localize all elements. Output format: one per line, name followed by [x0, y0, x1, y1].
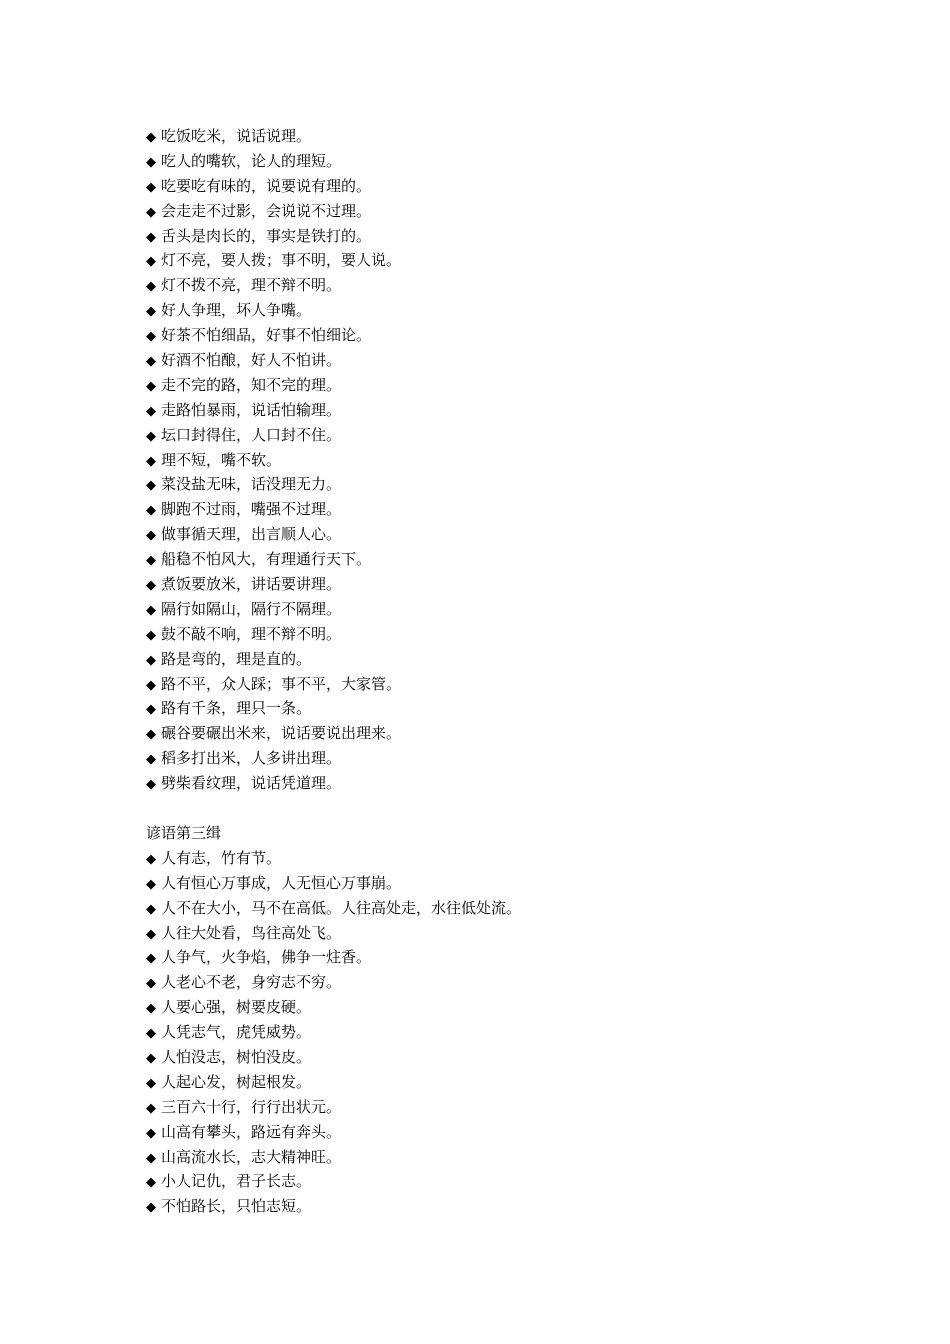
section-heading: 谚语第三缉 — [146, 823, 222, 842]
proverb-item — [146, 1020, 906, 1045]
proverb-text: 走路怕暴雨，说话怕输理。 — [161, 400, 342, 419]
proverb-text: 不怕路长，只怕志短。 — [161, 1197, 312, 1216]
proverb-text: 菜没盐无味，话没理无力。 — [161, 475, 342, 494]
proverb-text: 人老心不老，身穷志不穷。 — [161, 973, 342, 992]
diamond-bullet-icon: ◆ — [146, 1200, 156, 1216]
proverb-item — [146, 323, 906, 348]
diamond-bullet-icon: ◆ — [146, 1150, 156, 1166]
proverb-text: 山高有攀头，路远有奔头。 — [161, 1122, 342, 1141]
diamond-bullet-icon: ◆ — [146, 578, 156, 594]
diamond-bullet-icon: ◆ — [146, 752, 156, 768]
diamond-bullet-icon: ◆ — [146, 627, 156, 643]
proverb-text: 灯不拨不亮，理不辩不明。 — [161, 276, 342, 295]
proverb-item — [146, 472, 906, 497]
diamond-bullet-icon: ◆ — [146, 727, 156, 743]
diamond-bullet-icon: ◆ — [146, 229, 156, 245]
proverb-text: 山高流水长，志大精神旺。 — [161, 1147, 342, 1166]
proverb-item — [146, 423, 906, 448]
diamond-bullet-icon: ◆ — [146, 1100, 156, 1116]
proverb-item — [146, 398, 906, 423]
diamond-bullet-icon: ◆ — [146, 1001, 156, 1017]
diamond-bullet-icon: ◆ — [146, 777, 156, 793]
proverb-text: 人往大处看，鸟往高处飞。 — [161, 923, 342, 942]
proverb-text: 吃人的嘴软，论人的理短。 — [161, 151, 342, 170]
proverb-item — [146, 497, 906, 522]
diamond-bullet-icon: ◆ — [146, 378, 156, 394]
proverb-text: 人怕没志，树怕没皮。 — [161, 1047, 312, 1066]
proverb-text: 好茶不怕细品，好事不怕细论。 — [161, 326, 372, 345]
diamond-bullet-icon: ◆ — [146, 478, 156, 494]
proverb-text: 劈柴看纹理，说话凭道理。 — [161, 774, 342, 793]
proverb-item — [146, 995, 906, 1020]
proverb-item — [146, 174, 906, 199]
diamond-bullet-icon: ◆ — [146, 528, 156, 544]
proverb-item — [146, 1169, 906, 1194]
paragraph-gap — [146, 796, 906, 821]
diamond-bullet-icon: ◆ — [146, 453, 156, 469]
proverb-text: 人起心发，树起根发。 — [161, 1072, 312, 1091]
proverb-item — [146, 572, 906, 597]
proverb-item — [146, 199, 906, 224]
proverb-item — [146, 945, 906, 970]
diamond-bullet-icon: ◆ — [146, 254, 156, 270]
diamond-bullet-icon: ◆ — [146, 279, 156, 295]
diamond-bullet-icon: ◆ — [146, 702, 156, 718]
proverb-list-2 — [146, 846, 906, 1219]
proverb-item — [146, 970, 906, 995]
proverb-text: 吃要吃有味的，说要说有理的。 — [161, 176, 372, 195]
proverb-item — [146, 721, 906, 746]
proverb-text: 煮饭要放米，讲话要讲理。 — [161, 575, 342, 594]
proverb-text: 好人争理，坏人争嘴。 — [161, 301, 312, 320]
diamond-bullet-icon: ◆ — [146, 154, 156, 170]
diamond-bullet-icon: ◆ — [146, 428, 156, 444]
diamond-bullet-icon: ◆ — [146, 652, 156, 668]
proverb-item — [146, 1045, 906, 1070]
diamond-bullet-icon: ◆ — [146, 1175, 156, 1191]
proverb-item — [146, 622, 906, 647]
proverb-item — [146, 1194, 906, 1219]
proverb-item — [146, 647, 906, 672]
proverb-text: 人有恒心万事成，人无恒心万事崩。 — [161, 873, 402, 892]
proverb-item — [146, 547, 906, 572]
proverb-text: 舌头是肉长的，事实是铁打的。 — [161, 226, 372, 245]
proverb-text: 人争气，火争焰，佛争一炷香。 — [161, 948, 372, 967]
diamond-bullet-icon: ◆ — [146, 553, 156, 569]
proverb-text: 好酒不怕酿，好人不怕讲。 — [161, 351, 342, 370]
proverb-text: 会走走不过影，会说说不过理。 — [161, 201, 372, 220]
diamond-bullet-icon: ◆ — [146, 1026, 156, 1042]
proverb-text: 坛口封得住，人口封不住。 — [161, 425, 342, 444]
proverb-text: 船稳不怕风大，有理通行天下。 — [161, 550, 372, 569]
proverb-text: 走不完的路，知不完的理。 — [161, 375, 342, 394]
proverb-item — [146, 597, 906, 622]
proverb-text: 稻多打出米，人多讲出理。 — [161, 749, 342, 768]
diamond-bullet-icon: ◆ — [146, 304, 156, 320]
proverb-text: 理不短，嘴不软。 — [161, 450, 282, 469]
proverb-item — [146, 273, 906, 298]
proverb-item — [146, 846, 906, 871]
proverb-item — [146, 1070, 906, 1095]
proverb-item — [146, 1095, 906, 1120]
proverb-text: 碾谷要碾出米来，说话要说出理来。 — [161, 724, 402, 743]
proverb-item — [146, 1120, 906, 1145]
diamond-bullet-icon: ◆ — [146, 204, 156, 220]
diamond-bullet-icon: ◆ — [146, 1050, 156, 1066]
proverb-text: 路是弯的，理是直的。 — [161, 649, 312, 668]
diamond-bullet-icon: ◆ — [146, 926, 156, 942]
proverb-item — [146, 124, 906, 149]
proverb-text: 路不平，众人踩；事不平，大家管。 — [161, 674, 402, 693]
proverb-text: 三百六十行，行行出状元。 — [161, 1097, 342, 1116]
proverb-item — [146, 771, 906, 796]
proverb-item — [146, 448, 906, 473]
diamond-bullet-icon: ◆ — [146, 329, 156, 345]
diamond-bullet-icon: ◆ — [146, 403, 156, 419]
proverb-item — [146, 248, 906, 273]
proverb-text: 人不在大小，马不在高低。人往高处走，水往低处流。 — [161, 898, 522, 917]
proverb-item — [146, 522, 906, 547]
proverb-item — [146, 298, 906, 323]
proverb-text: 灯不亮，要人拨；事不明，要人说。 — [161, 251, 402, 270]
proverb-text: 人有志，竹有节。 — [161, 848, 282, 867]
proverb-list-1 — [146, 124, 906, 796]
proverb-text: 路有千条，理只一条。 — [161, 699, 312, 718]
proverb-item — [146, 921, 906, 946]
proverb-text — [146, 124, 906, 1219]
proverb-text: 人凭志气，虎凭威势。 — [161, 1023, 312, 1042]
diamond-bullet-icon: ◆ — [146, 1125, 156, 1141]
proverb-item — [146, 348, 906, 373]
diamond-bullet-icon: ◆ — [146, 354, 156, 370]
proverb-text: 做事循天理，出言顺人心。 — [161, 525, 342, 544]
proverb-item — [146, 224, 906, 249]
proverb-item — [146, 672, 906, 697]
diamond-bullet-icon: ◆ — [146, 901, 156, 917]
proverb-item — [146, 871, 906, 896]
diamond-bullet-icon: ◆ — [146, 677, 156, 693]
proverb-text: 脚跑不过雨，嘴强不过理。 — [161, 500, 342, 519]
proverb-item — [146, 373, 906, 398]
diamond-bullet-icon: ◆ — [146, 876, 156, 892]
proverb-item — [146, 746, 906, 771]
diamond-bullet-icon: ◆ — [146, 179, 156, 195]
diamond-bullet-icon: ◆ — [146, 851, 156, 867]
diamond-bullet-icon: ◆ — [146, 951, 156, 967]
proverb-text: 隔行如隔山，隔行不隔理。 — [161, 599, 342, 618]
diamond-bullet-icon: ◆ — [146, 130, 156, 145]
diamond-bullet-icon: ◆ — [146, 1075, 156, 1091]
diamond-bullet-icon: ◆ — [146, 503, 156, 519]
proverb-item — [146, 896, 906, 921]
proverb-text: 吃饭吃米，说话说理。 — [161, 127, 312, 145]
proverb-item — [146, 149, 906, 174]
proverb-text: 鼓不敲不响，理不辩不明。 — [161, 624, 342, 643]
diamond-bullet-icon: ◆ — [146, 602, 156, 618]
proverb-text: 人要心强，树要皮硬。 — [161, 998, 312, 1017]
diamond-bullet-icon: ◆ — [146, 976, 156, 992]
proverb-text: 小人记仇，君子长志。 — [161, 1172, 312, 1191]
proverb-item — [146, 696, 906, 721]
proverb-item — [146, 1145, 906, 1170]
